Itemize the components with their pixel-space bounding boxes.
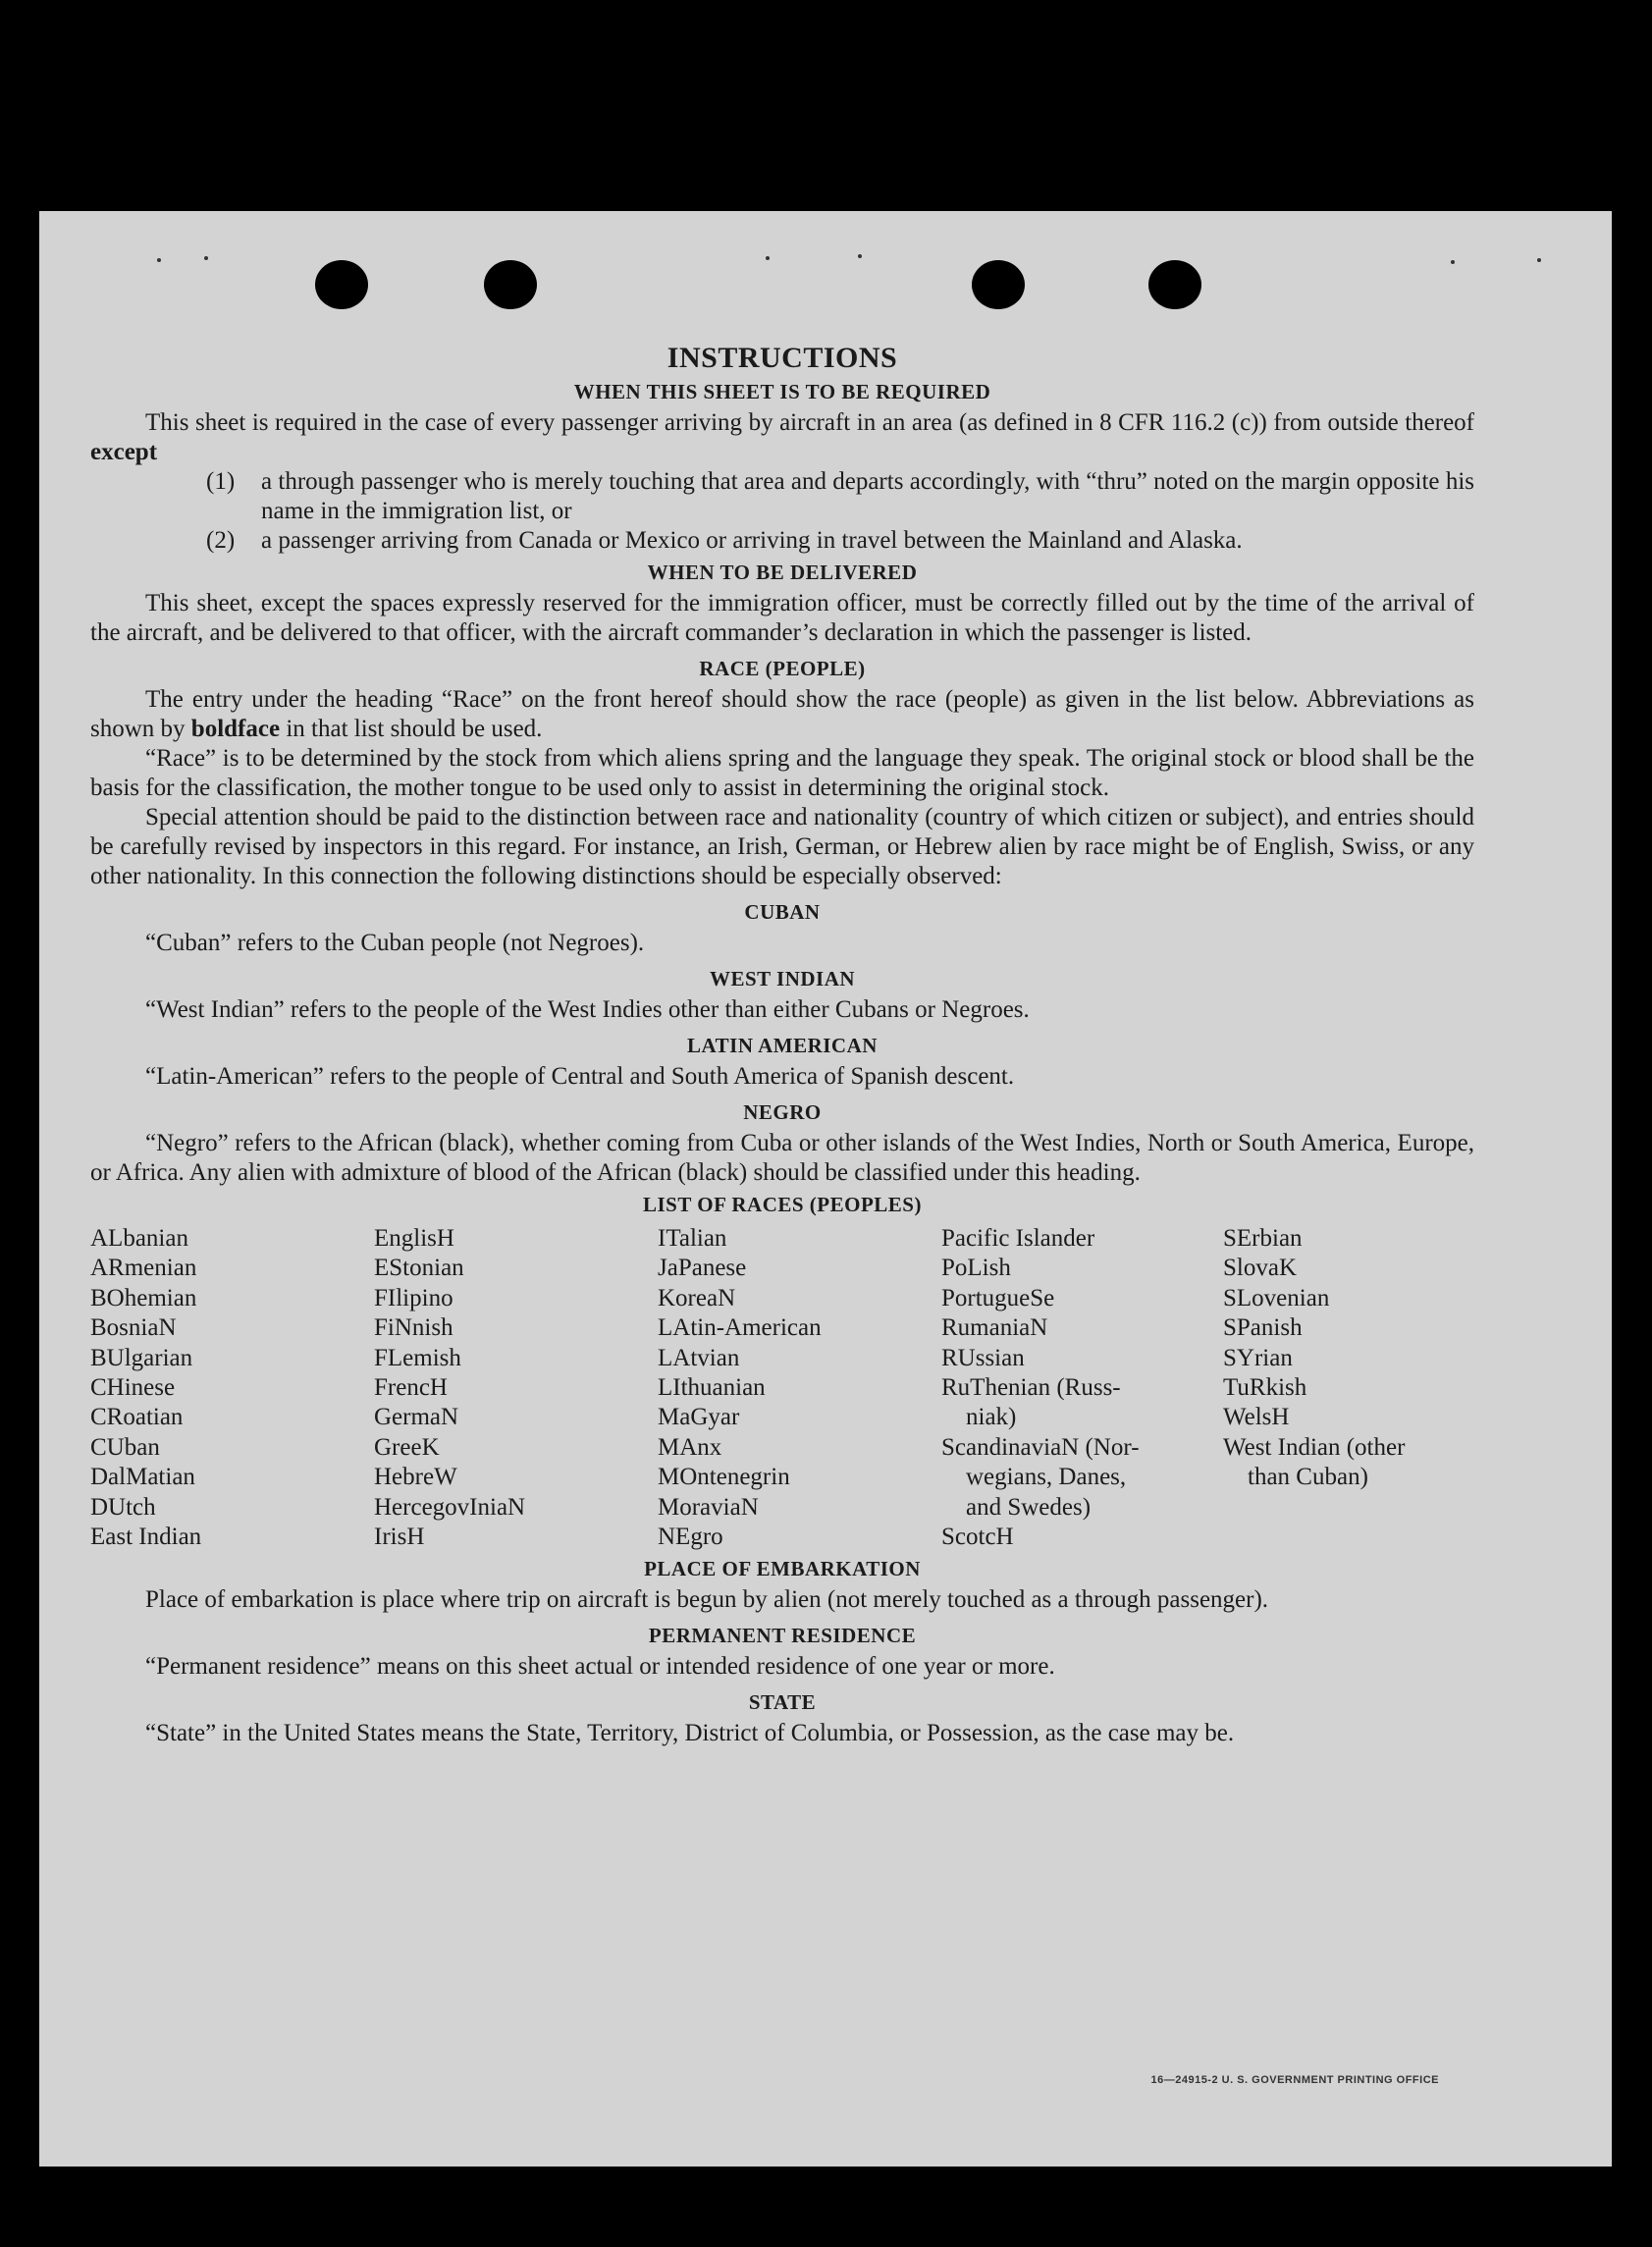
race-entry: BUlgarian <box>90 1344 193 1371</box>
race-entry: niak) <box>941 1404 1017 1431</box>
races-list <box>90 1224 1474 1552</box>
race-entry: MaGyar <box>658 1404 740 1431</box>
section-heading-west-indian: WEST INDIAN <box>709 967 856 990</box>
race-entry: RuThenian (Russ- <box>941 1374 1121 1402</box>
speck <box>157 258 161 262</box>
race-entry: and Swedes) <box>941 1493 1092 1521</box>
race-entry: EStonian <box>374 1255 464 1282</box>
race-entry: HercegovIniaN <box>374 1493 526 1521</box>
race-entry: GermaN <box>374 1404 459 1431</box>
embarkation-text: Place of embarkation is place where trip on aircraft is begun by alien (not merely touched as a through passenger). <box>145 1586 1269 1614</box>
race-entry: LAtin-American <box>658 1314 822 1342</box>
race-paragraph-2: “Race” is to be determined by the stock from which aliens spring and the language they speak. The original stock or blood shall be the basis for the classification, the mother tongue to be used only to assist in determining the original stock. <box>90 745 1474 801</box>
delivered-text: This sheet, except the spaces expressly reserved for the immigration officer, must be correctly filled out by the time of the arrival of the aircraft, and be delivered to that officer, with the aircraft commander’s declaration in which the passenger is listed. <box>90 590 1474 646</box>
required-intro <box>90 408 1474 467</box>
race-entry: ScandinaviaN (Nor- <box>941 1433 1140 1461</box>
race-entry: wegians, Danes, <box>941 1464 1127 1491</box>
exception-number: (1) <box>206 468 236 495</box>
race-entry: Pacific Islander <box>941 1225 1095 1252</box>
printing-office-footer: 16—24915-2 U. S. GOVERNMENT PRINTING OFFICE <box>1150 2074 1439 2086</box>
race-entry: ScotcH <box>941 1524 1014 1551</box>
races-column <box>941 1224 1223 1552</box>
negro-text: “Negro” refers to the African (black), whether coming from Cuba or other islands of the West Indies, North or South America, Europe, or Africa. Any alien with admixture of blood of the African (black) should be classified under this heading. <box>90 1130 1474 1186</box>
race-entry: JaPanese <box>658 1255 747 1282</box>
race-p1-boldface: boldface <box>190 716 281 742</box>
latin-american-text: “Latin-American” refers to the people of Central and South America of Spanish descent. <box>145 1063 1015 1090</box>
punch-hole <box>972 260 1025 309</box>
residence-text: “Permanent residence” means on this sheet actual or intended residence of one year or more. <box>145 1653 1055 1681</box>
race-entry: ARmenian <box>90 1255 197 1282</box>
section-heading-embarkation: PLACE OF EMBARKATION <box>644 1557 921 1581</box>
speck <box>1451 260 1455 264</box>
race-entry: BOhemian <box>90 1284 197 1311</box>
race-entry: CHinese <box>90 1374 176 1402</box>
race-entry: SYrian <box>1223 1344 1293 1371</box>
race-entry: FLemish <box>374 1344 461 1371</box>
speck <box>766 256 770 260</box>
race-entry: East Indian <box>90 1524 202 1551</box>
race-entry: WelsH <box>1223 1404 1290 1431</box>
page-title: INSTRUCTIONS <box>666 342 898 374</box>
races-column <box>658 1224 941 1552</box>
race-entry: HebreW <box>374 1464 457 1491</box>
race-entry: TuRkish <box>1223 1374 1307 1402</box>
race-entry: RUssian <box>941 1344 1025 1371</box>
punch-hole <box>315 260 368 309</box>
document-sheet <box>39 211 1612 2167</box>
race-entry: LIthuanian <box>658 1374 766 1402</box>
speck <box>858 254 862 258</box>
races-column <box>1223 1224 1459 1552</box>
race-entry: ALbanian <box>90 1225 188 1252</box>
punch-hole <box>1148 260 1201 309</box>
race-entry: MOntenegrin <box>658 1464 790 1491</box>
race-entry: PoLish <box>941 1255 1011 1282</box>
race-entry: GreeK <box>374 1433 440 1461</box>
race-entry: SlovaK <box>1223 1255 1297 1282</box>
section-heading-residence: PERMANENT RESIDENCE <box>648 1624 917 1648</box>
race-entry: ITalian <box>658 1225 727 1252</box>
exception-text: a passenger arriving from Canada or Mexico or arriving in travel between the Mainland and Alaska. <box>261 527 1243 554</box>
punch-hole <box>484 260 537 309</box>
race-entry: SPanish <box>1223 1314 1303 1342</box>
race-entry: SLovenian <box>1223 1284 1330 1311</box>
speck <box>204 256 208 260</box>
race-paragraph-1 <box>90 685 1474 744</box>
race-paragraph-3: Special attention should be paid to the distinction between race and nationality (country of which citizen or subject), and entries should be carefully revised by inspectors in this regard. For instance, an Irish, German, or Hebrew alien by race might be of English, Swiss, or any other nationality. In this connection the following distinctions should be especially observed: <box>90 804 1474 889</box>
west-indian-text: “West Indian” refers to the people of the West Indies other than either Cubans or Negroes. <box>145 996 1030 1023</box>
race-entry: PortugueSe <box>941 1284 1055 1311</box>
exception-item <box>206 467 1474 526</box>
race-entry: CRoatian <box>90 1404 184 1431</box>
race-entry: EnglisH <box>374 1225 454 1252</box>
speck <box>1537 258 1541 262</box>
race-entry: NEgro <box>658 1524 723 1551</box>
race-entry: FIlipino <box>374 1284 453 1311</box>
races-column <box>90 1224 374 1552</box>
section-heading-required: WHEN THIS SHEET IS TO BE REQUIRED <box>573 380 991 403</box>
required-intro-text: This sheet is required in the case of every passenger arriving by aircraft in an area (as defined in 8 CFR 116.2 (c)) from outside thereof <box>145 409 1474 436</box>
race-entry: West Indian (other <box>1223 1433 1406 1461</box>
race-entry: than Cuban) <box>1223 1464 1368 1491</box>
race-entry: BosniaN <box>90 1314 177 1342</box>
section-heading-delivered: WHEN TO BE DELIVERED <box>647 561 918 584</box>
section-heading-state: STATE <box>748 1690 817 1715</box>
race-entry: DUtch <box>90 1493 156 1521</box>
cuban-text: “Cuban” refers to the Cuban people (not Negroes). <box>145 930 645 956</box>
race-p1-text-end: in that list should be used. <box>280 716 543 742</box>
instructions-content <box>90 342 1474 1748</box>
race-entry: MAnx <box>658 1433 722 1461</box>
race-entry: KoreaN <box>658 1284 736 1311</box>
section-heading-cuban: CUBAN <box>744 900 821 924</box>
race-entry: IrisH <box>374 1524 425 1551</box>
section-heading-negro: NEGRO <box>743 1100 822 1124</box>
section-heading-races-list: LIST OF RACES (PEOPLES) <box>643 1193 922 1216</box>
race-entry: MoraviaN <box>658 1493 759 1521</box>
race-entry: CUban <box>90 1433 160 1461</box>
race-p1-text: The entry under the heading “Race” on the front hereof should show the race (people) as given in the list below. Abbreviations as shown by <box>90 686 1474 742</box>
exception-number: (2) <box>206 527 236 554</box>
race-entry: FrencH <box>374 1374 448 1402</box>
required-intro-except: except <box>90 439 158 465</box>
race-entry: LAtvian <box>658 1344 740 1371</box>
exception-item <box>206 526 1474 556</box>
race-entry: RumaniaN <box>941 1314 1048 1342</box>
races-column <box>374 1224 658 1552</box>
section-heading-latin-american: LATIN AMERICAN <box>687 1034 878 1057</box>
exception-text: a through passenger who is merely touching that area and departs accordingly, with “thru” noted on the margin opposite his name in the immigration list, or <box>261 468 1474 524</box>
state-text: “State” in the United States means the State, Territory, District of Columbia, or Possession, as the case may be. <box>145 1720 1235 1747</box>
race-entry: SErbian <box>1223 1225 1303 1252</box>
section-heading-race: RACE (PEOPLE) <box>699 657 866 680</box>
race-entry: DalMatian <box>90 1464 195 1491</box>
race-entry: FiNnish <box>374 1314 453 1342</box>
